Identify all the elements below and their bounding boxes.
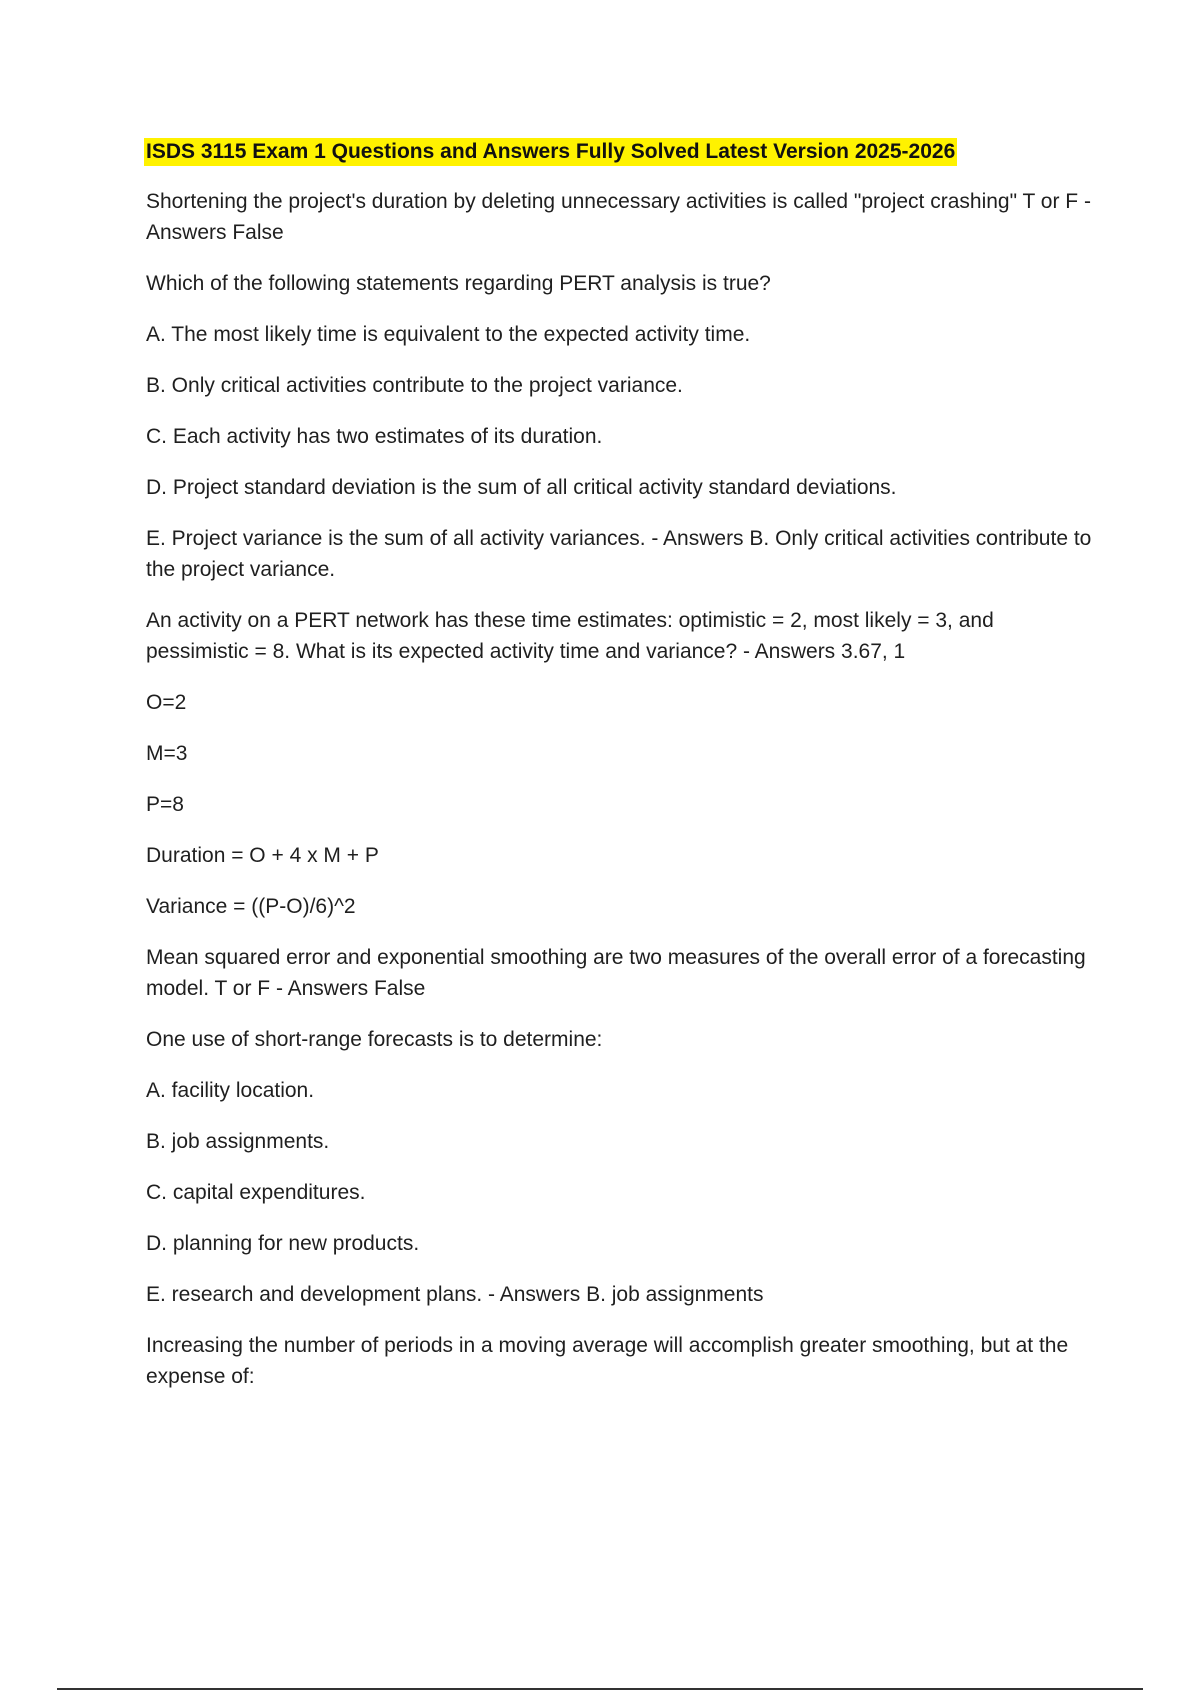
document-title: ISDS 3115 Exam 1 Questions and Answers Fully Solved Latest Version 2025-2026 — [144, 138, 957, 166]
paragraph-pert-question: Which of the following statements regarding PERT analysis is true? — [146, 272, 771, 295]
paragraph-pessimistic-value: P=8 — [146, 793, 184, 816]
paragraph-pert-option-c: C. Each activity has two estimates of its duration. — [146, 425, 603, 448]
paragraph-moving-average-question: Increasing the number of periods in a moving average will accomplish greater smoothing, but at the expense of: — [146, 1334, 1069, 1388]
document-page — [146, 138, 1096, 1412]
paragraph-short-range-option-c: C. capital expenditures. — [146, 1181, 366, 1204]
paragraph-variance-formula: Variance = ((P-O)/6)^2 — [146, 895, 356, 918]
paragraph-activity-estimate-question: An activity on a PERT network has these time estimates: optimistic = 2, most likely = 3, and pessimistic = 8. What is its expected activity time and variance? - Answers 3.67, 1 — [146, 609, 994, 663]
paragraph-pert-option-e-answer: E. Project variance is the sum of all activity variances. - Answers B. Only critical activities contribute to the project variance. — [146, 527, 1092, 581]
paragraph-short-range-option-a: A. facility location. — [146, 1079, 315, 1102]
paragraph-mse-question: Mean squared error and exponential smoothing are two measures of the overall error of a forecasting model. T or F - Answers False — [146, 946, 1086, 1000]
paragraph-short-range-option-d: D. planning for new products. — [146, 1232, 420, 1255]
paragraph-pert-option-d: D. Project standard deviation is the sum of all critical activity standard deviations. — [146, 476, 897, 499]
paragraph-pert-option-a: A. The most likely time is equivalent to the expected activity time. — [146, 323, 751, 346]
paragraph-optimistic-value: O=2 — [146, 691, 187, 714]
paragraph-duration-formula: Duration = O + 4 x M + P — [146, 844, 379, 867]
footer-divider — [57, 1688, 1143, 1690]
paragraph-short-range-option-e-answer: E. research and development plans. - Answers B. job assignments — [146, 1283, 764, 1306]
paragraph-most-likely-value: M=3 — [146, 742, 188, 765]
paragraph-short-range-option-b: B. job assignments. — [146, 1130, 330, 1153]
paragraph-short-range-question: One use of short-range forecasts is to determine: — [146, 1028, 603, 1051]
paragraph-crashing-question: Shortening the project's duration by deleting unnecessary activities is called "project crashing" T or F - Answers False — [146, 190, 1091, 244]
paragraph-pert-option-b: B. Only critical activities contribute to the project variance. — [146, 374, 683, 397]
